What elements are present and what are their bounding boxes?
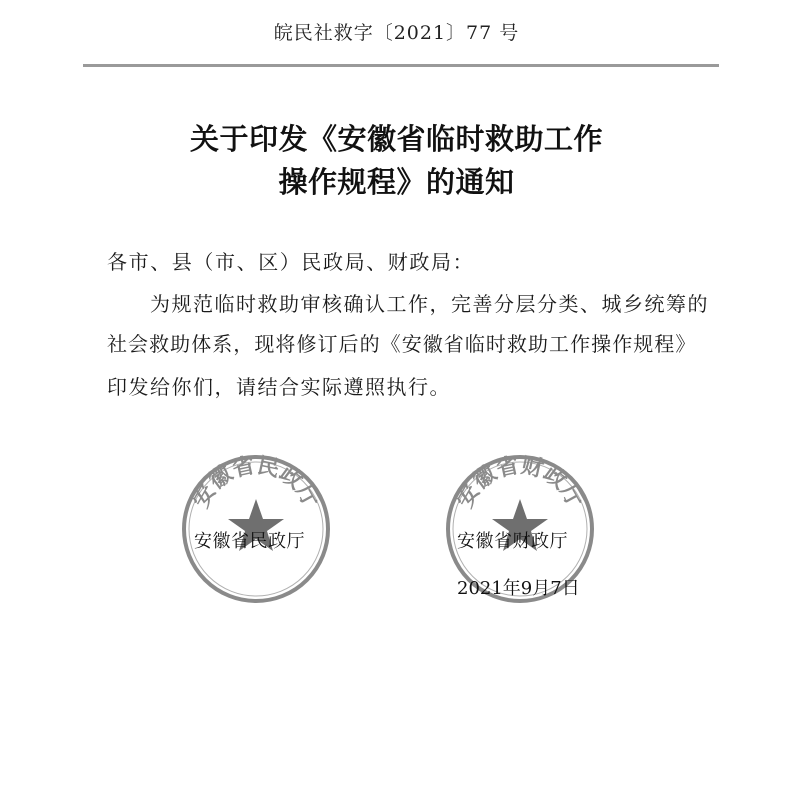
body-paragraph-line-3: 印发给你们，请结合实际遵照执行。	[107, 375, 451, 399]
body-paragraph-line-1: 为规范临时救助审核确认工作，完善分层分类、城乡统筹的	[150, 292, 709, 316]
body-paragraph-line-2: 社会救助体系，现将修订后的《安徽省临时救助工作操作规程》	[107, 332, 697, 356]
issue-date: 2021年9月7日	[457, 578, 580, 599]
svg-text:安徽省民政厅: 安徽省民政厅	[187, 453, 325, 513]
svg-text:安徽省财政厅: 安徽省财政厅	[451, 453, 589, 513]
salutation: 各市、县（市、区）民政局、财政局：	[107, 250, 475, 274]
document-title-line-1: 关于印发《安徽省临时救助工作	[189, 122, 603, 156]
signer-finance: 安徽省财政厅	[457, 531, 568, 552]
header-divider	[83, 64, 719, 67]
signer-civil-affairs: 安徽省民政厅	[194, 531, 305, 552]
document-title-line-2: 操作规程》的通知	[278, 165, 515, 199]
document-number: 皖民社救字〔2021〕77 号	[273, 22, 520, 44]
